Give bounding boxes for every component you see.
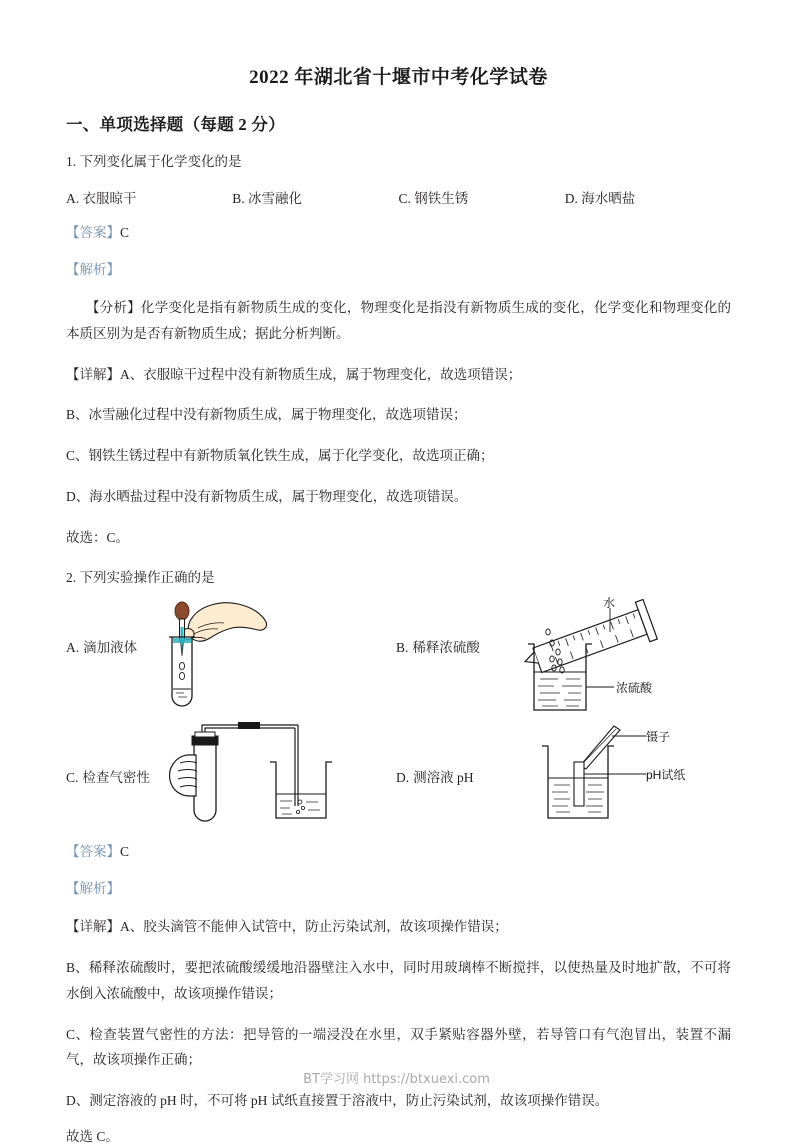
tweezers-icon [580,726,620,769]
detail-label: 【详解】 [66,366,120,382]
question-2-text: 下列实验操作正确的是 [79,570,215,586]
analysis-label: 【分析】 [86,299,141,315]
option-c-text-2: 检查气密性 [82,770,150,786]
question-1-conclusion: 故选：C。 [66,530,130,546]
question-2-answer [66,842,731,862]
option-c[interactable] [399,187,565,207]
analysis-tag: 【解析】 [66,261,120,277]
option-d[interactable] [565,187,731,207]
option-a-text-2: 滴加液体 [83,640,138,656]
question-2-stem [66,568,731,588]
test-tube-icon [194,744,216,821]
question-2-detail-b: B、稀释浓硫酸时，要把浓硫酸缓缓地沿器壁注入水中，同时用玻璃棒不断搅拌，以使热量及时地扩散，不可将水倒入浓硫酸中，故该项操作错误； [66,959,731,1001]
option-d-letter: D. [564,191,578,207]
droplet-icon [179,663,184,670]
detail-a-text: A、衣服晾干过程中没有新物质生成，属于物理变化，故选项错误； [120,366,522,382]
option-d-letter-2: D. [396,770,410,786]
question-2-analysis-tag [66,879,731,899]
question-2-figures [66,594,731,826]
hand-icon [170,755,197,796]
bubbles-icon [296,800,304,814]
option-b-text-2: 稀释浓硫酸 [412,640,480,656]
question-1-analysis [66,295,731,347]
graduated-cylinder-icon [519,600,657,685]
question-1-detail-c: C、钢铁生锈过程中有新物质氧化铁生成，属于化学变化，故选项正确； [66,448,494,464]
figure-airtightness-check [166,722,396,826]
option-b[interactable] [232,187,398,207]
question-2-detail-d: D、测定溶液的 pH 时，不可将 pH 试纸直接置于溶液中，防止污染试剂，故该项操作错误。 [66,1093,609,1109]
figure-option-a-label[interactable] [66,636,137,657]
option-a-text: 衣服晾干 [82,191,137,207]
figure-option-d-label[interactable] [396,766,474,787]
question-2-detail-a [66,914,731,940]
figure-option-b-label[interactable] [396,636,480,657]
footer-watermark: BT学习网 https://btxuexi.com [303,1072,490,1087]
ph-paper-icon [574,762,584,806]
rubber-bulb-icon [175,602,189,620]
question-1-answer [66,223,731,243]
option-b-letter-2: B. [396,640,409,656]
figure-dilute-acid [486,592,696,722]
question-1-number: 1. [66,154,77,169]
analysis-tag-2: 【解析】 [66,880,120,896]
label-tweezers: 镊子 [646,730,671,745]
option-a[interactable] [66,187,232,207]
question-1-options [66,187,731,207]
answer-tag: 【答案】 [66,225,120,241]
page-title: 2022 年湖北省十堰市中考化学试卷 [249,67,548,88]
detail-label-2: 【详解】 [66,918,120,934]
option-d-text: 海水晒盐 [581,191,636,207]
option-a-letter-2: A. [66,640,80,656]
question-1-detail-b: B、冰雪融化过程中没有新物质生成，属于物理变化，故选项错误； [66,407,467,423]
detail-a-text-2: A、胶头滴管不能伸入试管中，防止污染试剂，故该项操作错误； [120,918,508,934]
answer-tag-2: 【答案】 [66,844,120,860]
analysis-body: 化学变化是指有新物质生成的变化，物理变化是指没有新物质生成的变化，化学变化和物理变化的本质区别为是否有新物质生成；据此分析判断。 [66,299,732,341]
question-1-detail-d: D、海水晒盐过程中没有新物质生成，属于物理变化，故选项错误。 [66,489,468,505]
tube-clamp-icon [238,722,260,729]
document-content [66,0,731,1148]
option-b-text: 冰雪融化 [248,191,303,207]
question-2-number: 2. [66,570,77,586]
droplet-icon [179,673,184,680]
question-2-detail-c: C、检查装置气密性的方法：把导管的一端浸没在水里，双手紧贴容器外壁，若导管口有气泡冒出，装置不漏气，故该项操作正确； [66,1026,731,1068]
liquid-hatching [538,679,582,706]
question-2-conclusion: 故选 C。 [66,1129,119,1145]
option-c-letter: C. [398,191,411,207]
beaker-icon [270,762,332,818]
label-ph-paper: pH试纸 [646,768,686,783]
question-1-analysis-tag [66,260,731,280]
answer-value: C [120,225,130,241]
answer-value-2: C [120,844,130,860]
option-a-letter: A. [66,191,80,207]
question-1-text: 下列变化属于化学变化的是 [79,154,242,169]
option-b-letter: B. [232,191,245,207]
label-concentrated-sulfuric-acid: 浓硫酸 [616,681,653,696]
dropper-tip-icon [181,641,184,656]
hand-icon [182,603,267,641]
figure-dropper-testtube [154,594,304,719]
option-c-text: 钢铁生锈 [414,191,469,207]
option-d-text-2: 测溶液 pH [413,770,474,786]
section-heading: 一、单项选择题（每题 2 分） [66,115,285,134]
option-c-letter-2: C. [66,770,79,786]
question-1-detail-a [66,362,731,388]
label-water: 水 [603,596,616,611]
tube-liquid-band [173,638,191,643]
figure-option-c-label[interactable] [66,766,150,787]
question-1-stem [66,152,731,172]
